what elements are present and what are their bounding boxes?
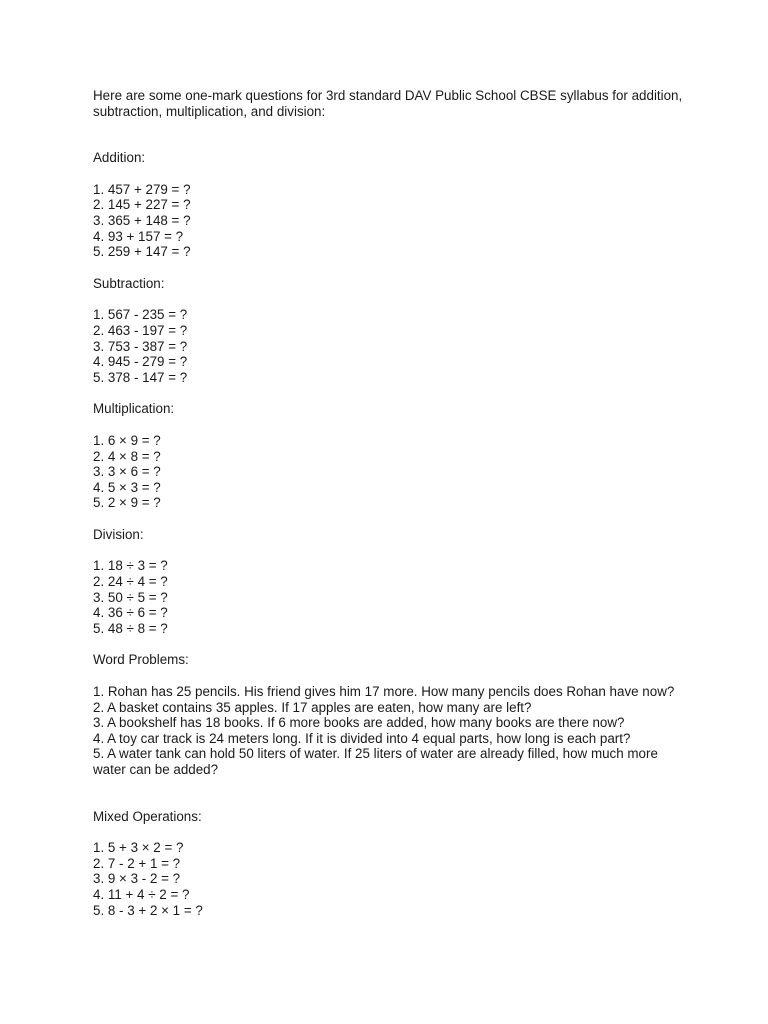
question-item: 2. 145 + 227 = ? <box>93 197 191 213</box>
question-item: 2. 4 × 8 = ? <box>93 448 161 464</box>
question-item: 2. A basket contains 35 apples. If 17 apples are eaten, how many are left? <box>93 699 532 715</box>
section-addition <box>93 150 693 260</box>
section-heading: Division: <box>93 526 144 542</box>
question-item: 3. 3 × 6 = ? <box>93 464 161 480</box>
question-item: 4. 945 - 279 = ? <box>93 354 188 370</box>
question-list <box>93 558 693 636</box>
question-list <box>93 433 693 511</box>
question-item: 3. 365 + 148 = ? <box>93 212 191 228</box>
question-item: 5. 48 ÷ 8 = ? <box>93 620 168 636</box>
question-item: 1. 18 ÷ 3 = ? <box>93 558 168 574</box>
question-list <box>93 684 693 778</box>
question-item: 1. 457 + 279 = ? <box>93 181 191 197</box>
question-item: 5. A water tank can hold 50 liters of water. If 25 liters of water are already filled, how much more water can be added? <box>93 746 658 777</box>
question-item: 3. A bookshelf has 18 books. If 6 more books are added, how many books are there now? <box>93 715 625 731</box>
question-item: 4. 36 ÷ 6 = ? <box>93 605 168 621</box>
question-item: 3. 50 ÷ 5 = ? <box>93 589 168 605</box>
question-item: 1. 5 + 3 × 2 = ? <box>93 840 184 856</box>
question-item: 3. 753 - 387 = ? <box>93 338 188 354</box>
section-heading: Mixed Operations: <box>93 808 202 824</box>
question-item: 2. 24 ÷ 4 = ? <box>93 574 168 590</box>
question-item: 1. 6 × 9 = ? <box>93 432 161 448</box>
question-item: 1. Rohan has 25 pencils. His friend gives him 17 more. How many pencils does Rohan have now? <box>93 684 675 700</box>
section-multiplication <box>93 401 693 511</box>
section-division <box>93 527 693 637</box>
section-mixed-operations <box>93 809 693 919</box>
question-item: 2. 7 - 2 + 1 = ? <box>93 855 181 871</box>
question-item: 5. 259 + 147 = ? <box>93 244 191 260</box>
question-item: 5. 378 - 147 = ? <box>93 369 188 385</box>
spacer <box>93 119 693 150</box>
section-heading: Addition: <box>93 150 146 166</box>
question-item: 4. 93 + 157 = ? <box>93 228 184 244</box>
question-item: 4. 5 × 3 = ? <box>93 479 161 495</box>
question-item: 4. 11 + 4 ÷ 2 = ? <box>93 886 190 902</box>
document-page <box>93 88 693 918</box>
question-item: 2. 463 - 197 = ? <box>93 322 188 338</box>
question-list <box>93 840 693 918</box>
section-heading: Word Problems: <box>93 652 189 668</box>
question-item: 1. 567 - 235 = ? <box>93 307 188 323</box>
question-list <box>93 182 693 260</box>
question-item: 5. 2 × 9 = ? <box>93 495 161 511</box>
section-word-problems <box>93 652 693 777</box>
intro-paragraph: Here are some one-mark questions for 3rd standard DAV Public School CBSE syllabus for addition, subtraction, multiplication, and division: <box>93 88 683 119</box>
section-heading: Subtraction: <box>93 275 165 291</box>
question-item: 3. 9 × 3 - 2 = ? <box>93 871 181 887</box>
section-subtraction <box>93 276 693 386</box>
question-item: 5. 8 - 3 + 2 × 1 = ? <box>93 902 203 918</box>
section-heading: Multiplication: <box>93 401 175 417</box>
question-item: 4. A toy car track is 24 meters long. If it is divided into 4 equal parts, how long is each part? <box>93 730 631 746</box>
question-list <box>93 307 693 385</box>
